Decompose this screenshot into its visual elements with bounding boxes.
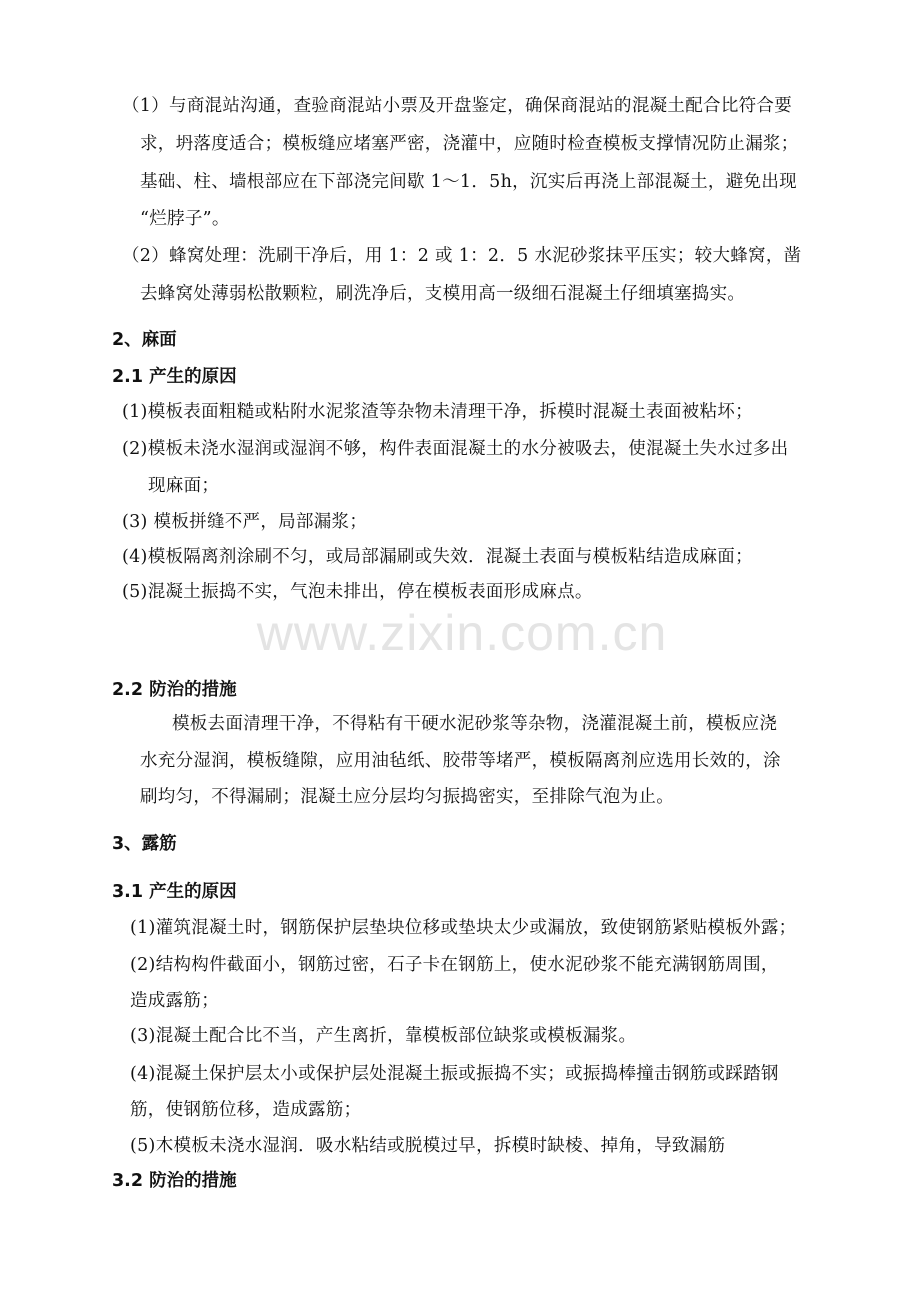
subsection-heading: 2.2 防治的措施 <box>112 680 237 700</box>
cause-item: (4)混凝土保护层太小或保护层处混凝土振或振捣不实；或振捣棒撞击钢筋或踩踏钢 <box>130 1064 779 1084</box>
cause-item-continued: 造成露筋； <box>130 991 219 1011</box>
item-line: 求，坍落度适合；模板缝应堵塞严密，浇灌中，应随时检查模板支撑情况防止漏浆； <box>140 134 799 154</box>
cause-item: (1)灌筑混凝土时，钢筋保护层垫块位移或垫块太少或漏放，致使钢筋紧贴模板外露； <box>130 918 797 938</box>
subsection-heading: 3.2 防治的措施 <box>112 1171 237 1191</box>
cause-item: (5)混凝土振捣不实，气泡未排出，停在模板表面形成麻点。 <box>122 582 593 602</box>
item-line: （1）与商混站沟通，查验商混站小票及开盘鉴定，确保商混站的混凝土配合比符合要 <box>122 96 793 116</box>
cause-item: (5)木模板未浇水湿润．吸水粘结或脱模过早，拆模时缺棱、掉角，导致漏筋 <box>130 1136 726 1156</box>
cause-item-continued: 现麻面； <box>148 476 220 496</box>
cause-item: (3) 模板拼缝不严，局部漏浆； <box>122 512 368 532</box>
measures-line: 水充分湿润，模板缝隙，应用油毡纸、胶带等堵严，模板隔离剂应选用长效的，涂 <box>140 751 781 771</box>
item-line: （2）蜂窝处理：洗刷干净后，用 1：2 或 1：2．5 水泥砂浆抹平压实；较大蜂窝，凿 <box>122 246 802 266</box>
cause-item: (1)模板表面粗糙或粘附水泥浆渣等杂物未清理干净，拆模时混凝土表面被粘坏； <box>122 402 753 422</box>
watermark: www.zixin.com.cn <box>256 605 668 661</box>
cause-item: (3)混凝土配合比不当，产生离折，靠模板部位缺浆或模板漏浆。 <box>130 1026 637 1046</box>
item-line: 基础、柱、墙根部应在下部浇完间歇 1～1．5h，沉实后再浇上部混凝土，避免出现 <box>140 172 797 192</box>
section-heading: 3、露筋 <box>112 834 177 854</box>
measures-line: 刷均匀，不得漏刷；混凝土应分层均匀振捣密实，至排除气泡为止。 <box>140 787 674 807</box>
cause-item-continued: 筋，使钢筋位移，造成露筋； <box>130 1100 362 1120</box>
measures-line: 模板去面清理干净，不得粘有干硬水泥砂浆等杂物，浇灌混凝土前，模板应浇 <box>172 714 778 734</box>
subsection-heading: 2.1 产生的原因 <box>112 367 237 387</box>
cause-item: (2)结构构件截面小，钢筋过密，石子卡在钢筋上，使水泥砂浆不能充满钢筋周围， <box>130 955 779 975</box>
section-heading: 2、麻面 <box>112 330 177 350</box>
item-line: 去蜂窝处薄弱松散颗粒，刷洗净后，支模用高一级细石混凝土仔细填塞捣实。 <box>140 284 746 304</box>
cause-item: (2)模板未浇水湿润或湿润不够，构件表面混凝土的水分被吸去，使混凝土失水过多出 <box>122 439 789 459</box>
cause-item: (4)模板隔离剂涂刷不匀，或局部漏刷或失效．混凝土表面与模板粘结造成麻面； <box>122 547 753 567</box>
item-line: “烂脖子”。 <box>140 209 230 229</box>
subsection-heading: 3.1 产生的原因 <box>112 882 237 902</box>
